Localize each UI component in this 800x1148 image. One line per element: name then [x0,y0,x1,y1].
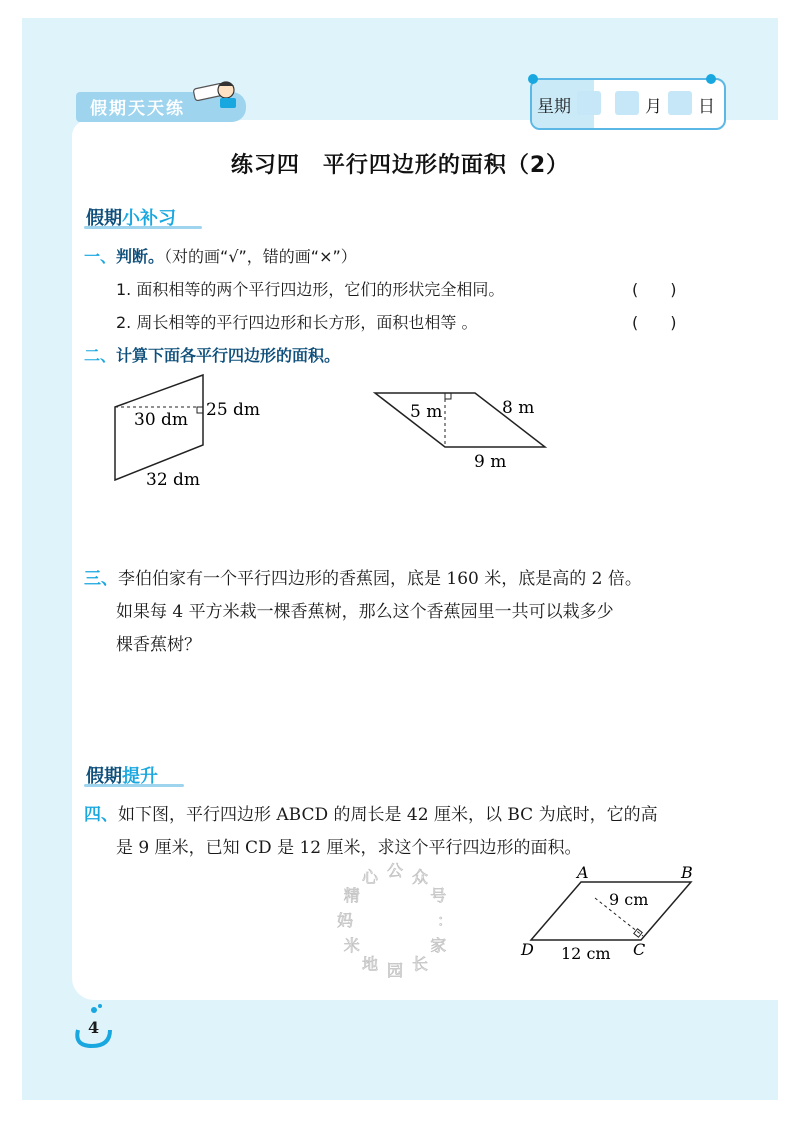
week-label: 星期 [537,97,571,117]
footer-wave-icon [70,1000,130,1050]
watermark-char: ： [436,911,454,930]
vertex-d: D [521,940,534,959]
watermark-char: 众 [411,867,429,887]
watermark-char: 号 [430,886,447,905]
q3-line-2: 如果每 4 平方米栽一棵香蕉树，那么这个香蕉园里一共可以栽多少 [116,602,614,622]
watermark-char: 心 [361,867,379,887]
q4-line-1: 四、如下图，平行四边形 ABCD 的周长是 42 厘米，以 BC 为底时，它的高 [84,805,658,825]
page-number: 4 [88,1018,100,1037]
vertex-c: C [633,940,646,959]
q1-item-1: 1. 面积相等的两个平行四边形，它们的形状完全相同。 [116,280,505,299]
watermark-char: 长 [411,954,429,974]
fig1-side-label: 30 dm [134,410,189,430]
day-slot[interactable] [668,91,692,115]
pin-icon [706,74,716,84]
q1-heading: 一、判断。（对的画“√”，错的画“×”） [84,247,357,266]
kid-reading-icon [190,76,242,112]
abcd-height-label: 9 cm [609,890,649,909]
abcd-base-label: 12 cm [561,944,611,962]
q2-heading: 二、计算下面各平行四边形的面积。 [84,346,341,365]
watermark-char: 园 [386,961,404,980]
watermark-char: 精 [343,886,360,905]
watermark-char: 妈 [336,911,354,930]
parallelogram-figure-2 [370,385,560,475]
watermark-stamp [330,855,460,985]
banner-title: 假期天天练 [90,99,185,119]
fig1-base-label: 32 dm [146,470,201,490]
watermark-char: 地 [361,954,379,974]
month-label: 月 [645,97,662,117]
q4-line-2: 是 9 厘米，已知 CD 是 12 厘米，求这个平行四边形的面积。 [116,838,582,858]
vertex-b: B [681,863,693,882]
parallelogram-figure-1 [100,365,280,495]
watermark-char: 米 [343,936,360,955]
answer-paren-2[interactable]: ( ) [632,313,677,332]
week-slot[interactable] [577,91,601,115]
section-label-advance: 假期提升 [86,766,158,787]
q1-item-2: 2. 周长相等的平行四边形和长方形，面积也相等 。 [116,313,478,332]
watermark-char: 公 [386,861,404,880]
watermark-char: 家 [430,936,447,955]
q3-line-3: 棵香蕉树？ [116,635,201,655]
month-slot[interactable] [615,91,639,115]
parallelogram-abcd-figure [515,862,705,962]
day-label: 日 [698,97,715,117]
page-title: 练习四 平行四边形的面积（2） [230,153,570,178]
fig1-height-label: 25 dm [206,400,261,420]
fig2-base-label: 9 m [474,452,507,472]
section-label-review: 假期小补习 [86,208,176,229]
pin-icon [528,74,538,84]
vertex-a: A [577,863,589,882]
fig2-side-label: 8 m [502,398,535,418]
fig2-height-label: 5 m [410,402,443,422]
q3-line-1: 三、李伯伯家有一个平行四边形的香蕉园，底是 160 米，底是高的 2 倍。 [84,569,642,589]
answer-paren-1[interactable]: ( ) [632,280,677,299]
